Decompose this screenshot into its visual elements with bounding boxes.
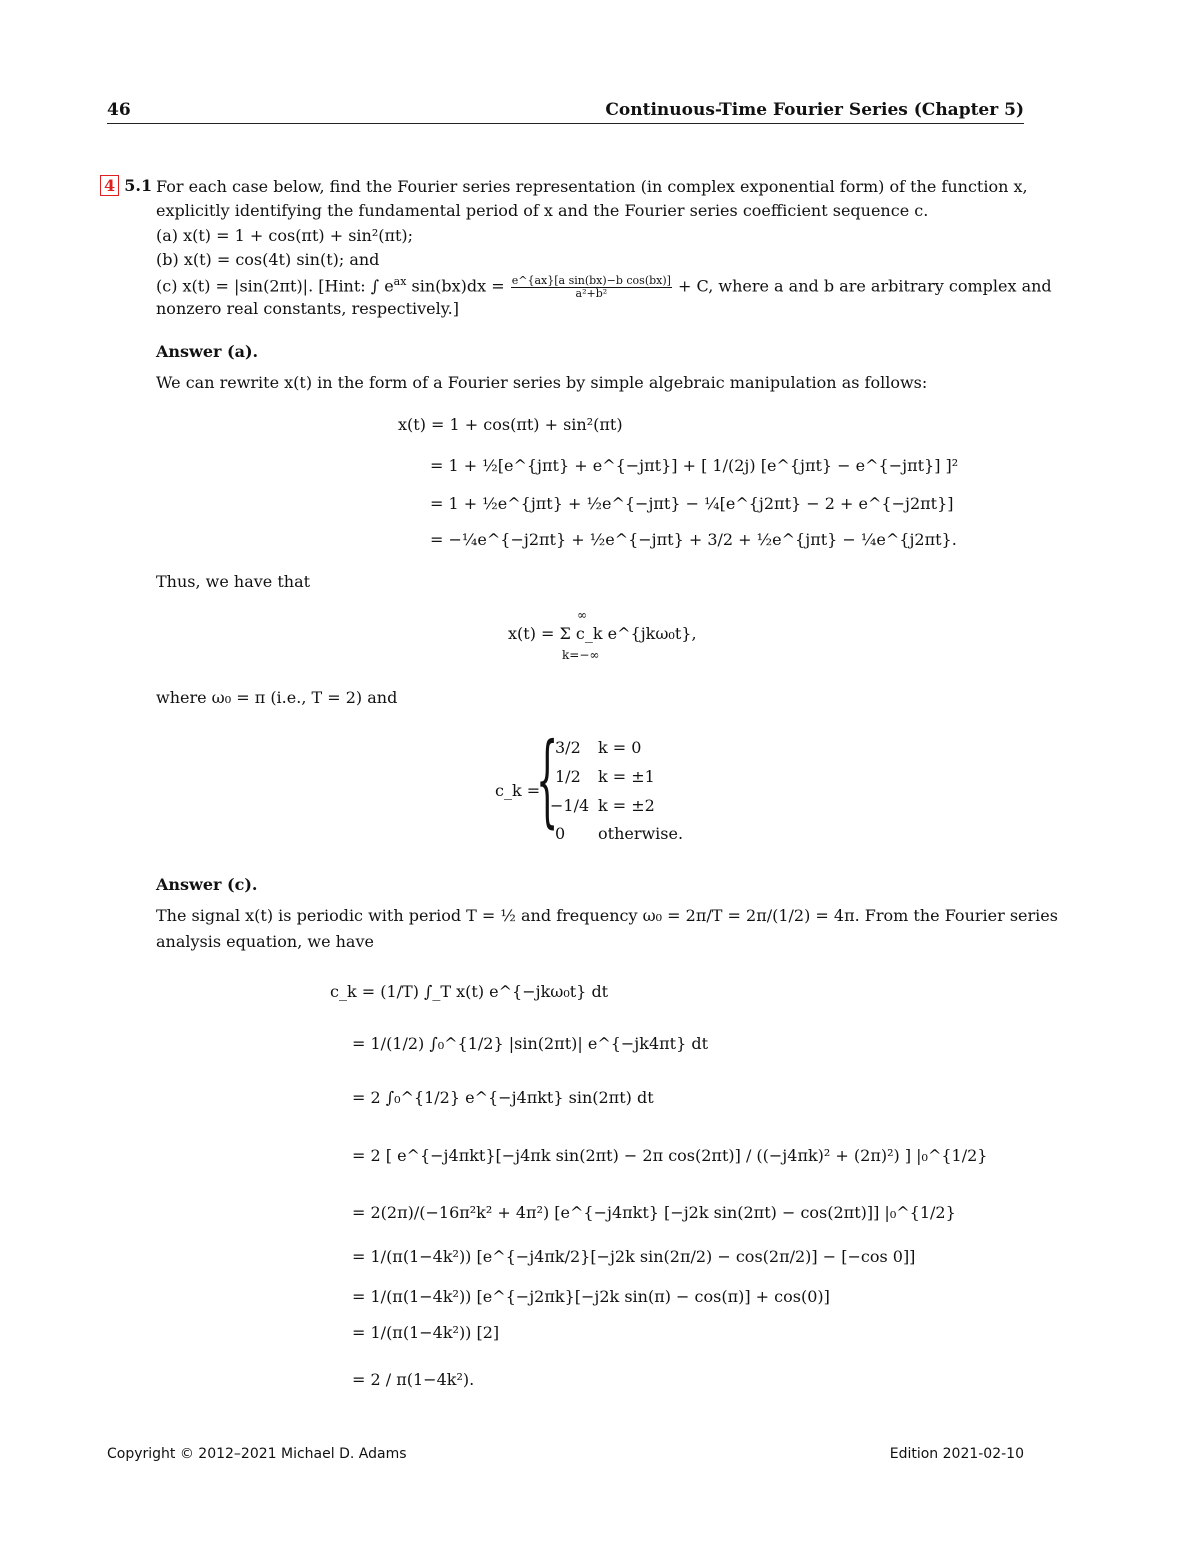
hint-fraction [511, 275, 672, 299]
cases-brace: { [536, 721, 559, 838]
case-0-condition: k = 0 [598, 738, 642, 757]
answer-a-heading: Answer (a). [156, 342, 259, 361]
step-8: = 1/(π(1−4k²)) [2] [352, 1323, 500, 1342]
answer-a-eq-3: = 1 + ½e^{jπt} + ½e^{−jπt} − ¼[e^{j2πt} − 2 + e^{−j2πt}] [430, 494, 954, 513]
header-rule [107, 123, 1024, 124]
footer-copyright: Copyright © 2012–2021 Michael D. Adams [107, 1446, 407, 1462]
problem-line-2: explicitly identifying the fundamental period of x and the Fourier series coefficient sequence c. [156, 201, 929, 220]
step-6: = 1/(π(1−4k²)) [e^{−j4πk/2}[−j2k sin(2π/2) − cos(2π/2)] − [−cos 0]] [352, 1247, 916, 1266]
case-1-value: 1/2 [555, 767, 581, 786]
problem-part-c: (c) x(t) = |sin(2πt)|. [Hint: ∫ $e^{ax}$ sin(bx)dx = $\frac{\text{e\textasciicircum{}\{ax\}[a sin(bx)−b cos(bx)]}}{\text{a²+b²}}$ + C, where a and b are arbitrary complex and [156, 274, 1052, 300]
running-title: Continuous-Time Fourier Series (Chapter 5) [605, 100, 1024, 120]
case-2-value: −1/4 [550, 796, 590, 815]
problem-marker[interactable]: 4 [100, 175, 119, 196]
problem-line-1: For each case below, find the Fourier series representation (in complex exponential form) of the function x, [156, 177, 1028, 196]
case-3-condition: otherwise. [598, 824, 684, 843]
step-2: = 1/(1/2) ∫₀^{1/2} |sin(2πt)| e^{−jk4πt} dt [352, 1034, 709, 1053]
footer-edition: Edition 2021-02-10 [889, 1446, 1024, 1462]
sum-upper-limit: ∞ [577, 608, 587, 622]
case-3-value: 0 [555, 824, 566, 843]
answer-a-eq-2: = 1 + ½[e^{jπt} + e^{−jπt}] + [ 1/(2j) [e^{jπt} − e^{−jπt}] ]² [430, 456, 959, 475]
case-1-condition: k = ±1 [598, 767, 655, 786]
case-0-value: 3/2 [555, 738, 581, 757]
answer-c-intro-1: The signal x(t) is periodic with period T = ½ and frequency ω₀ = 2π/T = 2π/(1/2) = 4π. From the Fourier series [156, 906, 1058, 925]
part-c-end: + C, where a and b are arbitrary complex and [678, 276, 1052, 296]
case-2-condition: k = ±2 [598, 796, 655, 815]
part-c-start: (c) x(t) = |sin(2πt)|. [Hint: ∫ e [156, 276, 394, 296]
sum-equation: x(t) = Σ c_k e^{jkω₀t}, [508, 624, 697, 643]
step-4: = 2 [ e^{−j4πkt}[−j4πk sin(2πt) − 2π cos(2πt)] / ((−j4πk)² + (2π)²) ] |₀^{1/2} [352, 1146, 988, 1165]
problem-part-b: (b) x(t) = cos(4t) sin(t); and [156, 250, 380, 269]
hint-fraction-numerator: e^{ax}[a sin(bx)−b cos(bx)] [511, 274, 671, 287]
ck-label: c_k = [495, 781, 541, 800]
problem-part-c-line-2: nonzero real constants, respectively.] [156, 299, 459, 318]
page-number: 46 [107, 100, 131, 120]
problem-number: 5.1 [124, 176, 153, 195]
step-7: = 1/(π(1−4k²)) [e^{−j2πk}[−j2k sin(π) − cos(π)] + cos(0)] [352, 1287, 830, 1306]
step-1: c_k = (1/T) ∫_T x(t) e^{−jkω₀t} dt [330, 982, 609, 1001]
answer-a-intro: We can rewrite x(t) in the form of a Fourier series by simple algebraic manipulation as follows: [156, 373, 928, 392]
step-3: = 2 ∫₀^{1/2} e^{−j4πkt} sin(2πt) dt [352, 1088, 654, 1107]
sum-lower-limit: k=−∞ [562, 648, 600, 662]
step-5: = 2(2π)/(−16π²k² + 4π²) [e^{−j4πkt} [−j2k sin(2πt) − cos(2πt)]] |₀^{1/2} [352, 1203, 956, 1222]
answer-a-eq-4: = −¼e^{−j2πt} + ½e^{−jπt} + 3/2 + ½e^{jπt} − ¼e^{j2πt}. [430, 530, 957, 549]
problem-heading [100, 176, 152, 195]
step-9: = 2 / π(1−4k²). [352, 1370, 475, 1389]
hint-fraction-denominator: a²+b² [575, 286, 608, 300]
answer-a-where: where ω₀ = π (i.e., T = 2) and [156, 688, 398, 707]
problem-part-a: (a) x(t) = 1 + cos(πt) + sin²(πt); [156, 226, 414, 245]
answer-c-heading: Answer (c). [156, 875, 258, 894]
answer-a-thus: Thus, we have that [156, 572, 311, 591]
answer-a-eq-1: x(t) = 1 + cos(πt) + sin²(πt) [398, 415, 623, 434]
answer-c-intro-2: analysis equation, we have [156, 932, 374, 951]
